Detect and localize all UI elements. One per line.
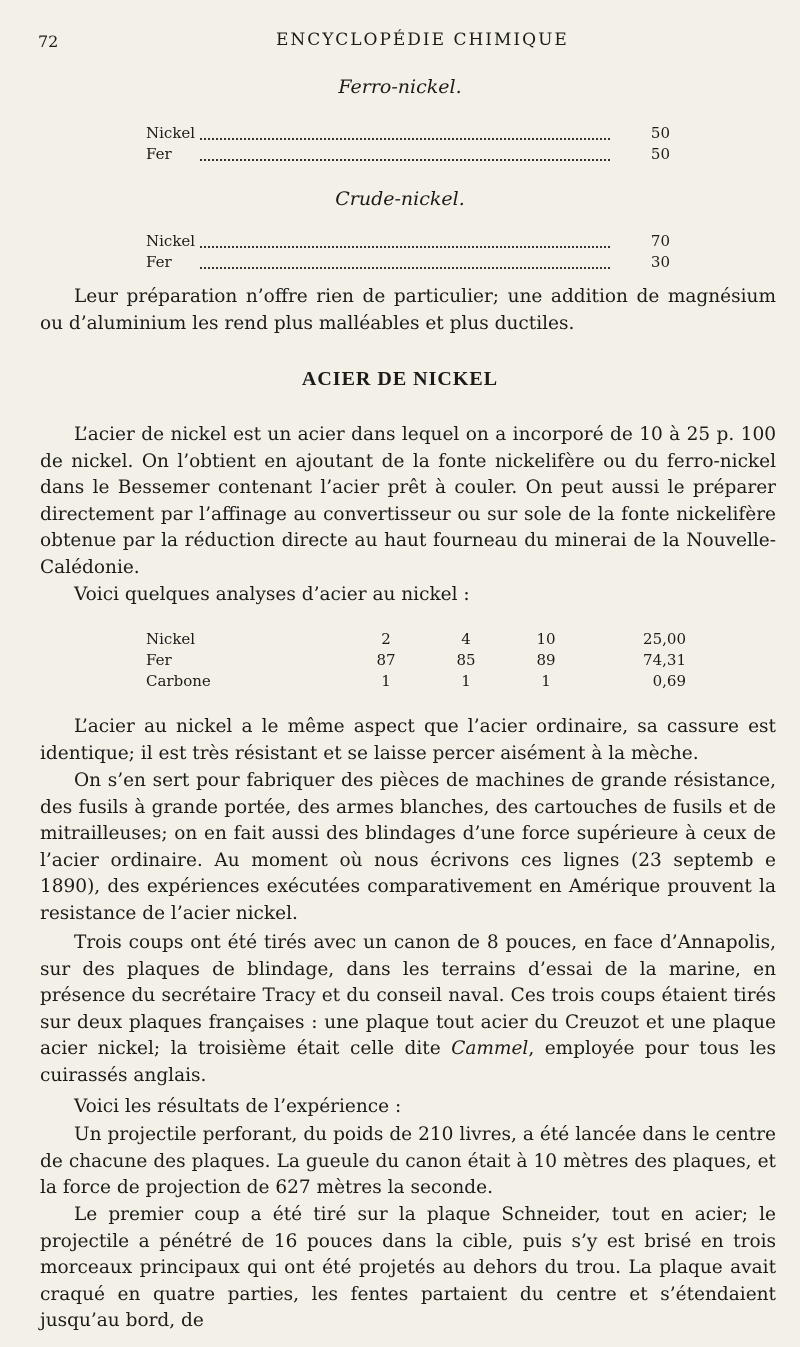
- paragraph: Voici quelques analyses d’acier au nickel :: [74, 584, 470, 605]
- table-cell: 1: [461, 671, 471, 690]
- row-label: Fer: [146, 145, 172, 163]
- table-cell: 87: [376, 650, 396, 669]
- paragraph: L’acier de nickel est un acier dans lequel on a incorporé de 10 à 25 p. 100 de nickel. On l’obtient en ajoutant de la fonte nickelifère ou du ferro-nickel dans le Bessemer contenant l’acier prêt à couler. On peut aussi le préparer directement par l’affinage au convertisseur ou sur sole de la fonte nickelifère obtenue par la réduction directe au haut fourneau du minerai de la Nouvelle-Calédonie.: [40, 424, 776, 578]
- table-cell: 4: [461, 629, 471, 648]
- paragraph-text: Trois coups ont été tirés avec un canon de 8 pouces, en face d’Annapolis, sur des plaques de blindage, dans les terrains d’essai de la marine, en présence du secrétaire Tracy et du conseil naval. Ces trois coups étaient tirés sur deux plaques françaises : une plaque tout acier du Creuzot et une plaque acier nickel; la troisième était celle dite: [40, 932, 776, 1060]
- row-label: Nickel: [146, 124, 196, 142]
- ferro-nickel-row: [146, 124, 670, 144]
- table-cell: 1: [541, 671, 551, 690]
- leader-dots: [200, 236, 610, 248]
- table-row: [146, 628, 686, 649]
- table-cell: 10: [536, 629, 556, 648]
- ferro-nickel-row: [146, 145, 670, 165]
- table-cell: Fer: [146, 650, 172, 669]
- paragraph: Voici les résultats de l’expérience :: [74, 1096, 402, 1117]
- leader-dots: [200, 257, 610, 269]
- table-row: [146, 670, 686, 691]
- paragraph-text: , employée pour tous les cuirassés anglais.: [40, 1038, 777, 1086]
- page-number: 72: [38, 32, 59, 51]
- crude-nickel-title: Crude-nickel.: [335, 188, 465, 210]
- preparation-paragraph: Leur préparation n’offre rien de particulier; une addition de magnésium ou d’aluminium les rend plus malléables et plus ductiles.: [40, 286, 776, 334]
- paragraph: [40, 930, 776, 1090]
- section-heading: ACIER DE NICKEL: [301, 368, 499, 390]
- table-cell: 0,69: [652, 671, 686, 690]
- page-header: [38, 30, 770, 56]
- row-label: Nickel: [146, 232, 196, 250]
- leader-dots: [200, 128, 610, 140]
- crude-nickel-row: [146, 232, 670, 252]
- ferro-nickel-title: Ferro-nickel.: [338, 76, 462, 98]
- table-cell: 25,00: [643, 629, 686, 648]
- analyses-table: [146, 628, 686, 691]
- table-cell: 1: [381, 671, 391, 690]
- table-cell: 89: [536, 650, 556, 669]
- table-cell: 74,31: [643, 650, 686, 669]
- row-value: 30: [650, 253, 670, 271]
- leader-dots: [200, 149, 610, 161]
- row-value: 50: [650, 145, 670, 163]
- row-label: Fer: [146, 253, 172, 271]
- italic-term: Cammel: [451, 1038, 529, 1060]
- table-cell: Carbone: [146, 671, 211, 690]
- paragraph: Le premier coup a été tiré sur la plaque Schneider, tout en acier; le projectile a pénétré de 16 pouces dans la cible, puis s’y est brisé en trois morceaux principaux qui ont été projetés au dehors du trou. La plaque avait craqué en quatre parties, les fentes partaient du centre et s’étendaient jusqu’au bord, de: [40, 1204, 776, 1332]
- table-cell: 2: [381, 629, 391, 648]
- paragraph: L’acier au nickel a le même aspect que l’acier ordinaire, sa cassure est identique; il est très résistant et se laisse percer aisément à la mèche.: [40, 716, 776, 764]
- table-cell: Nickel: [146, 629, 196, 648]
- running-title: ENCYCLOPÉDIE CHIMIQUE: [276, 30, 569, 50]
- table-row: [146, 649, 686, 670]
- crude-nickel-row: [146, 253, 670, 273]
- table-cell: 85: [456, 650, 476, 669]
- row-value: 50: [650, 124, 670, 142]
- row-value: 70: [650, 232, 670, 250]
- paragraph: Un projectile perforant, du poids de 210 livres, a été lancée dans le centre de chacune des plaques. La gueule du canon était à 10 mètres des plaques, et la force de projection de 627 mètres la seconde.: [40, 1124, 776, 1199]
- paragraph: On s’en sert pour fabriquer des pièces de machines de grande résistance, des fusils à grande portée, des armes blanches, des cartouches de fusils et de mitrailleuses; on en fait aussi des blindages d’une force supérieure à ceux de l’acier ordinaire. Au moment où nous écrivons ces lignes (23 septemb e 1890), des expériences exécutées comparativement en Amérique prouvent la resistance de l’acier nickel.: [40, 770, 776, 924]
